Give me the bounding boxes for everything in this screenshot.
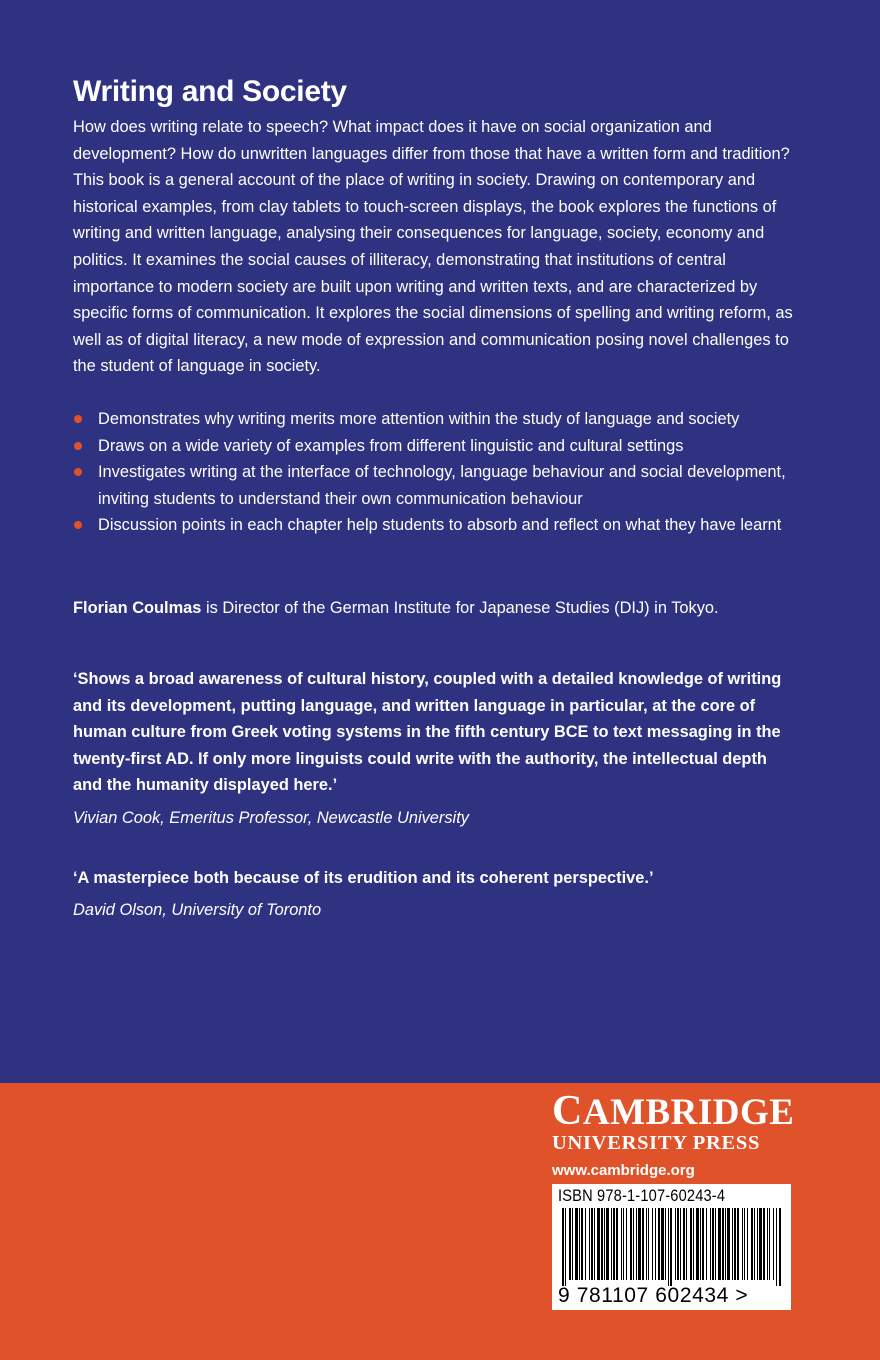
barcode-bar [646,1208,647,1280]
barcode-bar [683,1208,685,1280]
barcode-bar [616,1208,618,1280]
barcode-bar [621,1208,622,1280]
barcode-bar [601,1208,603,1280]
barcode-bar [727,1208,730,1280]
barcode-number: 9 781107 602434 > [558,1284,749,1307]
barcode-bar [742,1208,743,1280]
barcode-bar [680,1208,681,1280]
barcode-bar [636,1208,637,1280]
author-bio-text: is Director of the German Institute for Japanese Studies (DIJ) in Tokyo. [201,598,719,617]
barcode-bar [737,1208,739,1280]
barcode-bar [611,1208,612,1280]
barcode-bar [773,1208,774,1280]
barcode-bar [597,1208,600,1280]
author-bio [73,595,793,621]
barcode-bar [589,1208,590,1280]
barcode-bar [591,1208,593,1280]
barcode-bar [572,1208,573,1280]
barcode-bar [696,1208,699,1280]
barcode-bar [769,1208,770,1280]
barcode-bar [734,1208,736,1280]
barcode-bar [606,1208,609,1280]
barcode-bar [710,1208,711,1280]
barcode-bar [655,1208,656,1280]
barcode-bar [562,1208,564,1286]
barcode-bar [668,1208,669,1286]
book-title: Writing and Society [73,75,347,108]
barcode-bar [575,1208,578,1280]
barcode-bar [613,1208,615,1280]
barcode-bar [690,1208,692,1280]
barcode-bar [670,1208,672,1286]
barcode-bar [725,1208,726,1280]
review-attribution: Vivian Cook, Emeritus Professor, Newcastle University [73,808,469,827]
barcode-bar [776,1208,777,1286]
barcode-bar [630,1208,632,1280]
barcode-bar [661,1208,664,1280]
review-quote: ‘A masterpiece both because of its erudition and its coherent perspective.’ [73,868,654,887]
barcode-bar [642,1208,644,1280]
barcode-bar [638,1208,641,1280]
barcode-bar [579,1208,580,1280]
barcode-bar [779,1208,781,1286]
barcode-bar [693,1208,694,1280]
publisher-logo [552,1088,795,1181]
barcode-bar [623,1208,624,1280]
bullet-icon [74,442,82,450]
barcode-bar [665,1208,666,1280]
barcode-bar [633,1208,634,1280]
barcode-bar [763,1208,765,1280]
barcode-bar [677,1208,679,1280]
barcode-bar [594,1208,595,1280]
barcode-bar [757,1208,758,1280]
barcode-bar [747,1208,748,1280]
publisher-website: www.cambridge.org [552,1162,695,1179]
bullet-icon [74,468,82,476]
barcode-bar [585,1208,586,1280]
feature-item: Discussion points in each chapter help students to absorb and reflect on what they have learnt [73,512,793,539]
author-name: Florian Coulmas [73,598,202,617]
review-attribution: David Olson, University of Toronto [73,901,322,920]
publisher-name: CAMBRIDGE [552,1088,795,1134]
barcode-bar [652,1208,653,1280]
barcode-bar [626,1208,627,1280]
barcode-bar [715,1208,716,1280]
publisher-subtitle: UNIVERSITY PRESS [552,1132,761,1154]
feature-item: Draws on a wide variety of examples from different linguistic and cultural settings [73,433,793,460]
barcode-bar [686,1208,687,1280]
barcode-bar [718,1208,721,1280]
barcode-bar [581,1208,583,1280]
barcode-bar [648,1208,649,1280]
feature-list [73,406,793,539]
barcode-bar [604,1208,605,1280]
bullet-icon [74,415,82,423]
book-description: How does writing relate to speech? What impact does it have on social organization and development? How do unwritten languages differ from those that have a written form and tradition? This book is a general account of the place of writing in society. Drawing on contemporary and historical examples, from clay tablets to touch-screen displays, the book explores the functions of writing and written language, analysing their consequences for language, society, economy and politics. It examines the social causes of illiteracy, demonstrating that institutions of central importance to modern society are built upon writing and written texts, and are characterized by specific forms of communication. It explores the social dimensions of spelling and writing reform, as well as of digital literacy, a new mode of expression and communication posing novel challenges to the student of language in society. [73,118,793,376]
barcode-bar [675,1208,676,1280]
cover-text-block [73,74,793,923]
barcode-bar [759,1208,762,1280]
feature-item: Investigates writing at the interface of technology, language behaviour and social development, inviting students to understand their own communication behaviour [73,459,793,512]
barcode-bar [658,1208,660,1280]
barcode-bars [562,1208,782,1286]
barcode-bar [569,1208,571,1280]
barcode-bar [767,1208,768,1280]
isbn-barcode [552,1184,791,1310]
barcode-bar [754,1208,755,1280]
barcode-bar [702,1208,704,1280]
barcode-bar [732,1208,733,1280]
barcode-bar [712,1208,714,1280]
isbn-label: ISBN 978-1-107-60243-4 [558,1186,726,1205]
barcode-bar [565,1208,566,1286]
barcode-bar [751,1208,753,1280]
barcode-bar [706,1208,707,1280]
barcode-bar [744,1208,745,1280]
barcode-bar [700,1208,701,1280]
feature-item: Demonstrates why writing merits more attention within the study of language and society [73,406,793,433]
review-quote: ‘Shows a broad awareness of cultural history, coupled with a detailed knowledge of writing and its development, putting language, and written language in particular, at the core of human culture from Greek voting systems in the fifth century BCE to text messaging in the twenty-first AD. If only more linguists could write with the authority, the intellectual depth and the humanity displayed here.’ [73,669,782,795]
bullet-icon [74,521,82,529]
barcode-bar [722,1208,724,1280]
